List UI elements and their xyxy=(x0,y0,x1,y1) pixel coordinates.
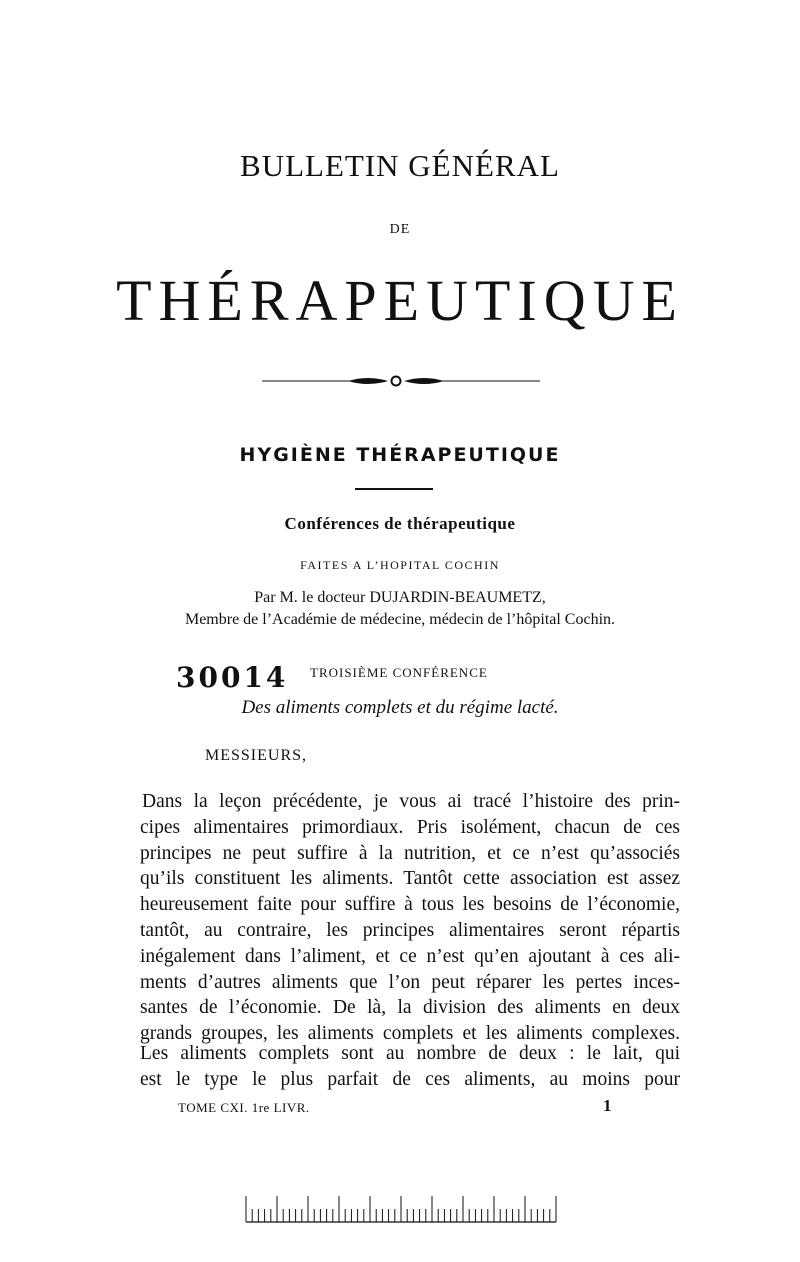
scan-ruler-icon xyxy=(245,1196,557,1224)
divider-ornament-icon xyxy=(250,369,550,393)
text-line: grands groupes, les aliments complets et les aliments complexes. xyxy=(140,1023,680,1045)
salutation: MESSIEURS, xyxy=(205,747,308,764)
author-line: Par M. le docteur DUJARDIN-BEAUMETZ, xyxy=(254,589,546,606)
text-line: cipes alimentaires primordiaux. Pris isolément, chacun de ces xyxy=(140,816,680,838)
journal-title-connector: DE xyxy=(389,222,411,237)
body-paragraph-2 xyxy=(140,1041,680,1093)
section-heading: HYGIÈNE THÉRAPEUTIQUE xyxy=(239,444,561,466)
journal-title: BULLETIN GÉNÉRAL xyxy=(240,148,560,183)
text-line: Les aliments complets sont au nombre de deux : le lait, qui xyxy=(140,1043,680,1064)
page-number: 1 xyxy=(603,1096,612,1115)
catalog-stamp-number: 30014 xyxy=(176,661,289,694)
section-divider xyxy=(355,488,433,490)
text-line: Dans la leçon précédente, je vous ai tracé l’histoire des prin- xyxy=(142,791,680,812)
text-line: qu’ils constituent les aliments. Tantôt cette association est assez xyxy=(140,868,680,890)
author-title: Membre de l’Académie de médecine, médecin de l’hôpital Cochin. xyxy=(184,611,616,628)
text-line: tantôt, au contraire, les principes alimentaires seront répartis xyxy=(140,919,680,941)
lecture-subtitle: Des aliments complets et du régime lacté. xyxy=(241,697,559,718)
text-line: principes ne peut suffire à la nutrition, et ce n’est qu’associés xyxy=(140,842,680,864)
lecture-label: TROISIÈME CONFÉRENCE xyxy=(310,665,488,680)
footer-tome: TOME CXI. 1re LIVR. xyxy=(178,1100,310,1115)
body-paragraph-1 xyxy=(140,789,680,1047)
text-line: ments d’autres aliments que l’on peut réparer les pertes inces- xyxy=(140,971,680,993)
journal-title-main: THÉRAPEUTIQUE xyxy=(116,268,684,333)
text-line: santes de l’économie. De là, la division des aliments en deux xyxy=(140,997,680,1019)
text-line: est le type le plus parfait de ces aliments, au moins pour xyxy=(140,1068,680,1090)
text-line: inégalement dans l’aliment, et ce n’est qu’en ajoutant à ces ali- xyxy=(140,945,680,967)
text-line: heureusement faite pour suffire à tous les besoins de l’économie, xyxy=(140,894,680,916)
conference-location: FAITES A L’HOPITAL COCHIN xyxy=(300,558,500,572)
conference-series-title: Conférences de thérapeutique xyxy=(284,514,516,533)
